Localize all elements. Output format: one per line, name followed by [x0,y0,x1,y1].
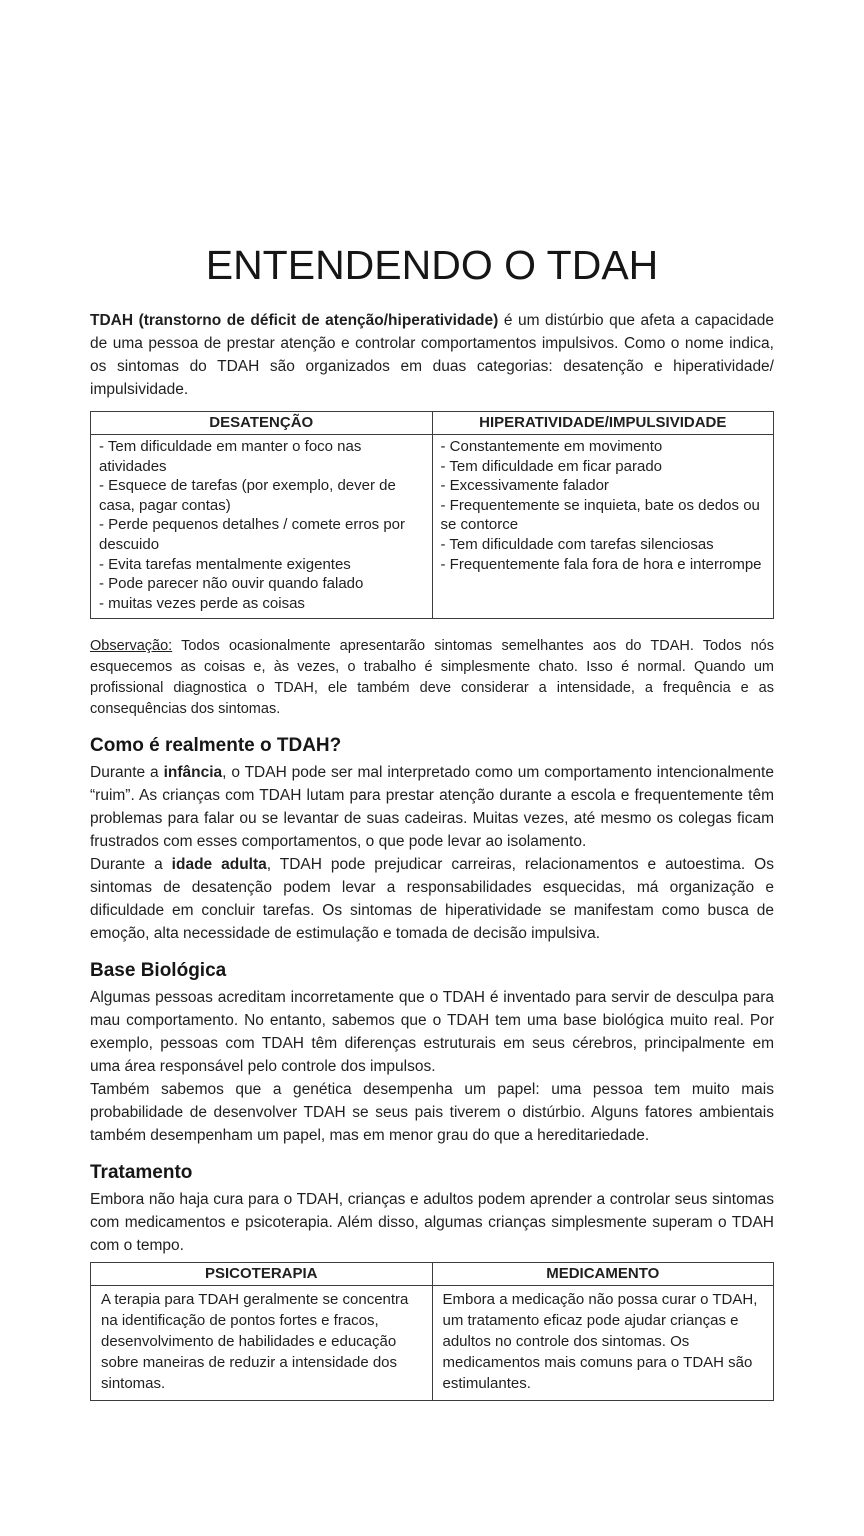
cell-hiperatividade [432,435,774,619]
paragraph-text: Também sabemos que a genética desempenha um papel: uma pessoa tem muito mais probabilidade de desenvolver TDAH se seus pais tiverem o distúrbio. Alguns fatores ambientais também desempenham um papel, mas em menor grau do que a hereditariedade. [90,1081,774,1145]
paragraph-text: , TDAH pode prejudicar carreiras, relacionamentos e autoestima. Os sintomas de desatenção podem levar a responsabilidades esquecidas, má organização e dificuldade em concluir tarefas. Os sintomas de hiperatividade se manifestam como busca de emoção, alta necessidade de estimulação e tomada de decisão impulsiva. [90,856,774,943]
paragraph [90,986,774,1078]
section-heading: Como é realmente o TDAH? [90,735,342,757]
paragraph [90,1188,774,1257]
paragraph-text: , o TDAH pode ser mal interpretado como um comportamento intencionalmente “ruim”. As crianças com TDAH lutam para prestar atenção durante a escola e frequentemente têm problemas para falar ou se levantar de suas cadeiras. Muitas vezes, até mesmo os colegas ficam frustrados com esses comportamentos, o que pode levar ao isolamento. [90,764,774,851]
symptom-item: - Tem dificuldade em manter o foco nas atividades [99,438,362,475]
symptoms-body-row [91,435,774,619]
symptom-item: - muitas vezes perde as coisas [99,594,305,612]
symptom-item: - Evita tarefas mentalmente exigentes [99,555,351,573]
intro-lead-bold: TDAH (transtorno de déficit de atenção/hiperatividade) [90,312,499,330]
symptoms-table-wrap [90,411,774,619]
paragraph-text: Algumas pessoas acreditam incorretamente que o TDAH é inventado para servir de desculpa para mau comportamento. No entanto, sabemos que o TDAH tem uma base biológica muito real. Por exemplo, pessoas com TDAH têm diferenças estruturais em seus cérebros, principalmente em uma área responsável pelo controle dos impulsos. [90,989,774,1076]
symptom-item: - Perde pequenos detalhes / comete erros por descuido [99,516,406,554]
symptom-item: - Frequentemente fala fora de hora e interrompe [440,555,762,573]
paragraph-bold: idade adulta [171,856,267,874]
symptom-item: - Tem dificuldade em ficar parado [440,457,662,475]
paragraph [90,1078,774,1147]
section-heading: Tratamento [90,1162,193,1184]
intro-text: é um distúrbio que afeta a capacidade de uma pessoa de prestar atenção e controlar comportamentos impulsivos. Como o nome indica, os sintomas do TDAH são organizados em duas categorias: desatenção e hiperatividade/ impulsividade. [90,312,774,399]
header-cell-medicamento: MEDICAMENTO [432,1263,774,1286]
cell-psicoterapia: A terapia para TDAH geralmente se concentra na identificação de pontos fortes e fracos, desenvolvimento de habilidades e educação sobre maneiras de reduzir a intensidade dos sintomas. [91,1286,433,1401]
symptoms-table [90,411,774,619]
treatment-body-row [91,1286,774,1401]
page-title: ENTENDENDO O TDAH [205,242,659,288]
note-label: Observação: [90,638,173,655]
paragraph-text: Durante a [90,856,172,874]
treatment-header-row [91,1263,774,1286]
paragraph [90,761,774,853]
symptoms-header-row [91,412,774,435]
header-cell-desatencao: DESATENÇÃO [91,412,433,435]
symptom-item: - Pode parecer não ouvir quando falado [99,575,364,593]
intro-paragraph [90,309,774,401]
header-cell-psicoterapia: PSICOTERAPIA [91,1263,433,1286]
symptom-item: - Excessivamente falador [440,477,609,495]
paragraph-bold: infância [163,764,223,782]
paragraph-text: Durante a [90,764,164,782]
section-heading: Base Biológica [90,960,227,982]
treatment-table [90,1262,774,1401]
cell-desatencao [91,435,433,619]
cell-medicamento: Embora a medicação não possa curar o TDAH, um tratamento eficaz pode ajudar crianças e adultos no controle dos sintomas. Os medicamentos mais comuns para o TDAH são estimulantes. [432,1286,774,1401]
header-cell-hiperatividade: HIPERATIVIDADE/IMPULSIVIDADE [432,412,774,435]
treatment-table-wrap [90,1262,774,1401]
note-text: Todos ocasionalmente apresentarão sintomas semelhantes aos do TDAH. Todos nós esquecemos as coisas e, às vezes, o trabalho é simplesmente chato. Isso é normal. Quando um profissional diagnostica o TDAH, ele também deve considerar a intensidade, a frequência e as consequências dos sintomas. [90,638,774,718]
paragraph-text: Embora não haja cura para o TDAH, crianças e adultos podem aprender a controlar seus sintomas com medicamentos e psicoterapia. Além disso, algumas crianças simplesmente superam o TDAH com o tempo. [90,1191,774,1255]
note-paragraph [90,636,774,720]
paragraph [90,853,774,945]
section-tratamento [90,1162,774,1257]
symptom-item: - Constantemente em movimento [440,438,663,456]
symptom-item: - Esquece de tarefas (por exemplo, dever de casa, pagar contas) [99,477,396,514]
section-base-biologica [90,960,774,1147]
symptom-item: - Tem dificuldade com tarefas silenciosas [440,536,714,554]
section-como-e-realmente [90,735,774,945]
symptom-item: - Frequentemente se inquieta, bate os dedos ou se contorce [440,496,760,534]
